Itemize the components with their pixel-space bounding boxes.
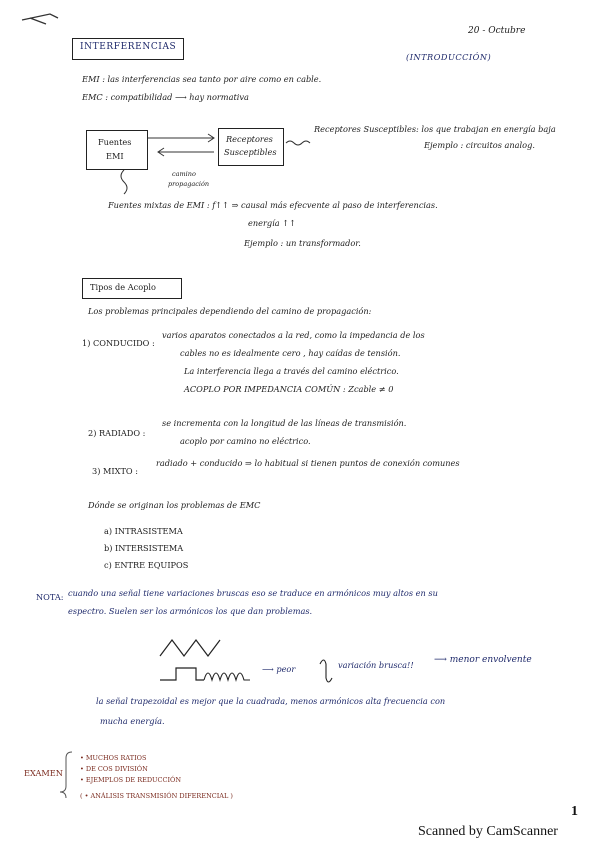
worse-arrow-text: ⟶ peor [262,664,296,674]
right-arrow-icon [148,134,214,142]
sources-label-2: EMI [106,151,124,161]
origin-item-b: b) INTERSISTEMA [104,543,184,553]
note-line-1: cuando una señal tiene variaciones bruscas eso se traduce en armónicos muy altos en su [68,588,438,598]
conclusion-line-1: la señal trapezoidal es mejor que la cuadrada, menos armónicos alta frecuencia con [96,696,446,706]
exam-item-2: • DE COS DIVISIÓN [80,765,148,773]
camscanner-watermark: Scanned by CamScanner [418,824,558,839]
triangle-wave-icon [160,640,220,656]
section-label: (INTRODUCCIÓN) [406,52,492,62]
conducted-line-2: cables no es idealmente cero , hay caídas de tensión. [180,348,401,358]
page-number: 1 [571,804,578,819]
conducted-line-4: ACOPLO POR IMPEDANCIA COMÚN : Zcable ≠ 0 [184,384,394,394]
receptors-label-2: Susceptibles [224,147,277,157]
path-label-2: propagación [168,180,210,188]
coupling-intro: Los problemas principales dependiendo del camino de propagación: [88,306,372,316]
origin-item-c: c) ENTRE EQUIPOS [104,560,189,570]
mixed-line-1: radiado + conducido ⇒ lo habitual si tienen puntos de conexión comunes [156,458,460,468]
exam-item-1: • MUCHOS RATIOS [80,754,147,762]
mixed-label: 3) MIXTO : [92,466,138,476]
note-label: NOTA: [36,592,64,602]
coupling-title: Tipos de Acoplo [90,282,156,292]
integral-icon [320,660,332,682]
receptors-label-1: Receptores [226,134,273,144]
origins-question: Dónde se originan los problemas de EMC [88,500,261,510]
conclusion-line-2: mucha energía. [100,716,165,726]
emi-definition: EMI : las interferencias sea tanto por aire como en cable. [82,74,322,84]
curly-brace-icon [121,170,127,194]
radiated-label: 2) RADIADO : [88,428,146,438]
corner-scribble-icon [22,14,58,24]
emc-definition: EMC : compatibilidad ⟶ hay normativa [82,92,249,102]
mixed-sources-line: Fuentes mixtas de EMI : f↑↑ ⇒ causal más efecvente al paso de interferencias. [108,200,438,210]
coil-wave-icon [204,673,250,680]
note-line-2: espectro. Suelen ser los armónicos los que dan problemas. [68,606,313,616]
abrupt-variation-text: variación brusca!! [338,660,414,670]
square-wave-icon [160,668,204,680]
radiated-line-2: acoplo por camino no eléctrico. [180,436,311,446]
exam-label: EXAMEN [24,768,63,778]
sources-label-1: Fuentes [98,137,132,147]
envelope-result: ⟶ menor envolvente [434,655,532,665]
conducted-line-1: varios aparatos conectados a la red, como la impedancia de los [162,330,425,340]
conducted-label: 1) CONDUCIDO : [82,338,155,348]
date: 20 - Octubre [468,26,526,36]
exam-item-3: • EJEMPLOS DE REDUCCIÓN [80,776,182,784]
energy-note: energía ↑↑ [248,218,296,228]
path-label-1: camino [172,170,196,178]
exam-item-4: ( • ANÁLISIS TRANSMISIÓN DIFERENCIAL ) [80,792,233,800]
origin-item-a: a) INTRASISTEMA [104,526,183,536]
susceptible-note: Receptores Susceptibles: los que trabajan en energía baja [314,124,556,134]
left-arrow-icon [158,148,214,156]
wavy-connector-icon [286,141,310,145]
susceptible-example: Ejemplo : circuitos analog. [424,140,535,150]
radiated-line-1: se incrementa con la longitud de las líneas de transmisión. [162,418,407,428]
transformer-example: Ejemplo : un transformador. [244,238,361,248]
sources-box [86,130,148,170]
page-title: INTERFERENCIAS [80,42,177,52]
conducted-line-3: La interferencia llega a través del camino eléctrico. [184,366,399,376]
